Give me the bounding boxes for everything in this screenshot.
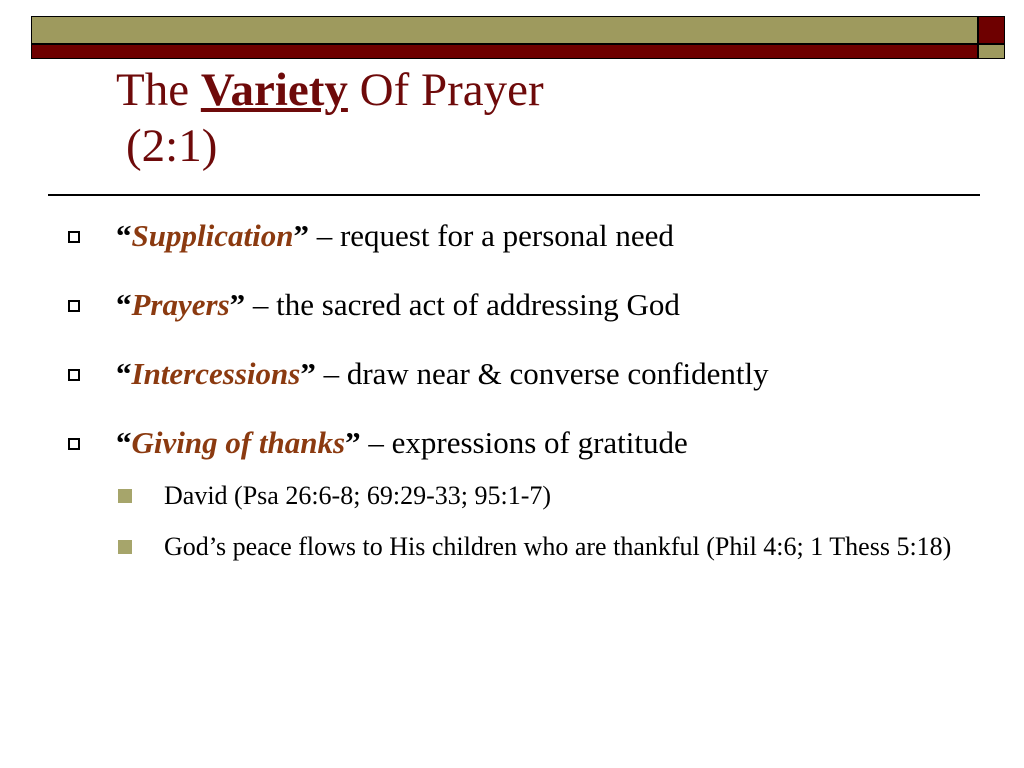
bullet-term: Intercessions xyxy=(131,356,301,391)
title-emphasis: Variety xyxy=(200,64,348,116)
corner-square-dark xyxy=(978,16,1005,44)
sub-bullet-container xyxy=(64,477,984,565)
sub-bullet-item xyxy=(64,528,984,565)
title-divider xyxy=(48,194,980,196)
hollow-square-bullet-icon xyxy=(68,231,80,243)
bullet-definition: – the sacred act of addressing God xyxy=(245,287,680,322)
sub-bullet-text: God’s peace flows to His children who are thankful (Phil 4:6; 1 Thess 5:18) xyxy=(164,532,952,561)
filled-square-bullet-icon xyxy=(118,489,132,503)
bullet-close-quote: ” xyxy=(229,287,246,322)
hollow-square-bullet-icon xyxy=(68,300,80,312)
bullet-open-quote: “ xyxy=(116,356,132,391)
bullet-definition: – draw near & converse confidently xyxy=(315,356,769,391)
bullet-close-quote: ” xyxy=(300,356,316,391)
bullet-open-quote: “ xyxy=(116,218,132,253)
title-reference: (2:1) xyxy=(126,120,218,172)
bullet-item-prayers xyxy=(64,283,984,327)
bullet-definition: – expressions of gratitude xyxy=(360,425,688,460)
bullet-item-supplication xyxy=(64,214,984,258)
filled-square-bullet-icon xyxy=(118,540,132,554)
title-prefix: The xyxy=(116,64,201,116)
bullet-term: Giving of thanks xyxy=(131,425,346,460)
corner-square-olive xyxy=(978,44,1005,59)
title-suffix: Of Prayer xyxy=(347,64,544,116)
hollow-square-bullet-icon xyxy=(68,438,80,450)
bullet-term: Prayers xyxy=(131,287,230,322)
bullet-item-giving-of-thanks xyxy=(64,421,984,465)
bullet-definition: – request for a personal need xyxy=(308,218,674,253)
bullet-open-quote: “ xyxy=(116,287,132,322)
top-decorative-band-dark xyxy=(31,44,978,59)
bullet-term: Supplication xyxy=(131,218,294,253)
sub-bullet-item xyxy=(64,477,984,514)
bullet-item-intercessions xyxy=(64,352,984,396)
bullet-close-quote: ” xyxy=(345,425,361,460)
bullet-close-quote: ” xyxy=(293,218,309,253)
sub-bullet-list xyxy=(64,477,984,565)
hollow-square-bullet-icon xyxy=(68,369,80,381)
bullet-list xyxy=(64,214,984,579)
top-decorative-band xyxy=(31,16,978,44)
bullet-open-quote: “ xyxy=(116,425,132,460)
sub-bullet-text: David (Psa 26:6-8; 69:29-33; 95:1-7) xyxy=(164,481,552,510)
slide-title xyxy=(116,62,544,174)
